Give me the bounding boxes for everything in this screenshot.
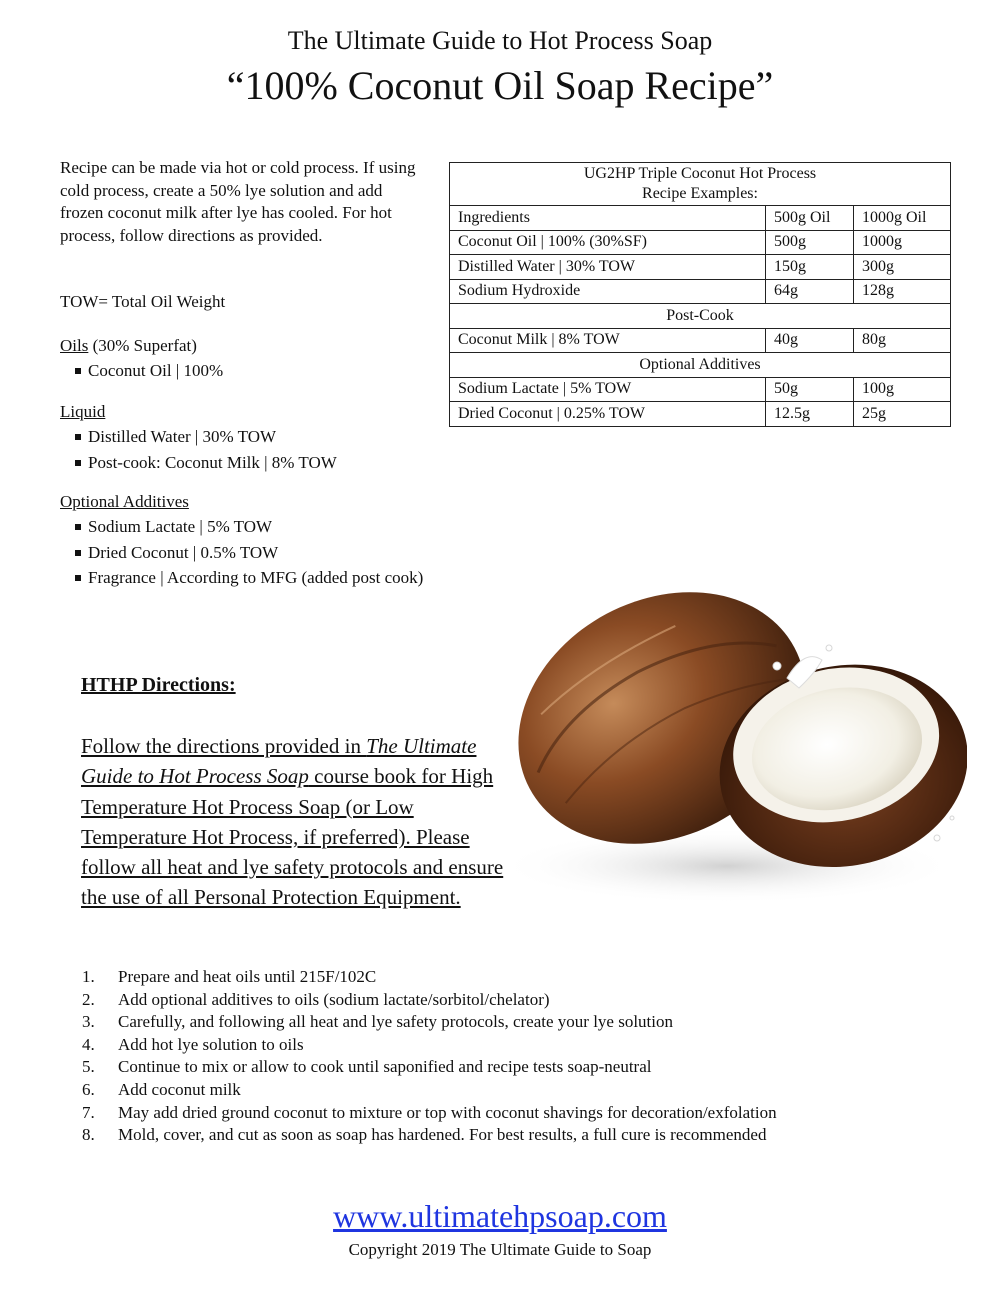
table-cell: 150g [766, 255, 854, 280]
step-number: 5. [82, 1057, 95, 1077]
oils-section [60, 336, 223, 384]
table-cell: Coconut Oil | 100% (30%SF) [450, 230, 766, 255]
table-cell: Coconut Milk | 8% TOW [450, 328, 766, 353]
document-title: The Ultimate Guide to Hot Process Soap [287, 26, 713, 55]
website-link[interactable]: www.ultimatehpsoap.com [333, 1198, 667, 1234]
directions-paragraph [81, 731, 511, 913]
step-text: Prepare and heat oils until 215F/102C [118, 967, 377, 986]
recipe-title: “100% Coconut Oil Soap Recipe” [226, 63, 774, 108]
directions-text-start: Follow the directions provided in [81, 734, 367, 758]
table-cell: Sodium Lactate | 5% TOW [450, 377, 766, 402]
list-item [82, 989, 777, 1012]
step-text: Continue to mix or allow to cook until saponified and recipe tests soap-neutral [118, 1057, 652, 1077]
step-number: 8. [82, 1125, 95, 1145]
table-row [450, 230, 951, 255]
table-cell: Dried Coconut | 0.25% TOW [450, 402, 766, 427]
table-cell: Sodium Hydroxide [450, 279, 766, 304]
step-text: May add dried ground coconut to mixture or top with coconut shavings for decoration/exfolation [118, 1102, 777, 1122]
liquid-list [60, 424, 337, 475]
list-item: Sodium Lactate | 5% TOW [74, 514, 423, 540]
table-row [450, 328, 951, 353]
copyright-text: Copyright 2019 The Ultimate Guide to Soap [348, 1240, 652, 1259]
oils-list [60, 358, 223, 384]
table-row [450, 377, 951, 402]
table-cell: 80g [854, 328, 951, 353]
optional-additives-label: Optional Additives [450, 353, 951, 378]
step-text: Add optional additives to oils (sodium lactate/sorbitol/chelator) [118, 989, 550, 1009]
table-cell: 100g [854, 377, 951, 402]
step-text: Mold, cover, and cut as soon as soap has hardened. For best results, a full cure is recommended [118, 1125, 767, 1145]
step-number: 3. [82, 1012, 95, 1032]
list-item [82, 1011, 777, 1034]
table-row [450, 255, 951, 280]
post-cook-label: Post-Cook [450, 304, 951, 329]
table-title-line-1: UG2HP Triple Coconut Hot Process [583, 165, 817, 182]
directions-text-end: course book for High Temperature Hot Process Soap (or Low Temperature Hot Process, if preferred). Please follow all heat and lye safety protocols and ensure the use of all Personal Protection Equipment. [81, 764, 504, 910]
list-item: Coconut Oil | 100% [74, 358, 223, 384]
table-cell: 64g [766, 279, 854, 304]
list-item: Dried Coconut | 0.5% TOW [74, 540, 423, 566]
column-header: Ingredients [450, 206, 766, 231]
table-cell: 128g [854, 279, 951, 304]
additives-section [60, 492, 423, 591]
table-row [450, 279, 951, 304]
list-item: Distilled Water | 30% TOW [74, 424, 337, 450]
oils-title: Oils [60, 336, 89, 355]
additives-title: Optional Additives [60, 492, 189, 511]
list-item [82, 1056, 777, 1079]
table-cell: 1000g [854, 230, 951, 255]
list-item [82, 966, 777, 989]
tow-note: TOW= Total Oil Weight [60, 292, 226, 311]
steps-list [82, 966, 777, 1147]
table-row [450, 402, 951, 427]
oils-note: (30% Superfat) [88, 336, 197, 355]
list-item [82, 1034, 777, 1057]
liquid-title: Liquid [60, 402, 106, 421]
list-item [82, 1124, 777, 1147]
table-cell: 40g [766, 328, 854, 353]
step-text: Add hot lye solution to oils [118, 1034, 304, 1054]
step-text: Carefully, and following all heat and lye safety protocols, create your lye solution [118, 1012, 674, 1032]
table-title [450, 163, 951, 206]
table-cell: 50g [766, 377, 854, 402]
table-section-row [450, 353, 951, 378]
table-cell: Distilled Water | 30% TOW [450, 255, 766, 280]
list-item [82, 1102, 777, 1125]
liquid-section [60, 402, 337, 475]
step-number: 2. [82, 989, 95, 1009]
table-section-row [450, 304, 951, 329]
table-cell: 300g [854, 255, 951, 280]
step-number: 6. [82, 1079, 95, 1099]
list-item: Post-cook: Coconut Milk | 8% TOW [74, 450, 337, 476]
column-header: 1000g Oil [854, 206, 951, 231]
step-text: Add coconut milk [118, 1079, 241, 1099]
list-item: Fragrance | According to MFG (added post cook) [74, 565, 423, 591]
additives-list [60, 514, 423, 591]
table-title-line-2: Recipe Examples: [642, 185, 758, 202]
coconut-image [487, 548, 967, 910]
book-title: The Ultimate Guide to Hot Process Soap [81, 734, 477, 789]
step-number: 1. [82, 967, 95, 986]
table-title-row [450, 163, 951, 206]
intro-text: Recipe can be made via hot or cold process. If using cold process, create a 50% lye solution and add frozen coconut milk after lye has cooled. For hot process, follow directions as provided. [60, 158, 416, 245]
table-cell: 500g [766, 230, 854, 255]
directions-heading: HTHP Directions: [81, 674, 236, 696]
table-header-row [450, 206, 951, 231]
column-header: 500g Oil [766, 206, 854, 231]
recipe-table [449, 162, 951, 427]
step-number: 4. [82, 1034, 95, 1054]
table-cell: 12.5g [766, 402, 854, 427]
list-item [82, 1079, 777, 1102]
step-number: 7. [82, 1102, 95, 1122]
table-cell: 25g [854, 402, 951, 427]
